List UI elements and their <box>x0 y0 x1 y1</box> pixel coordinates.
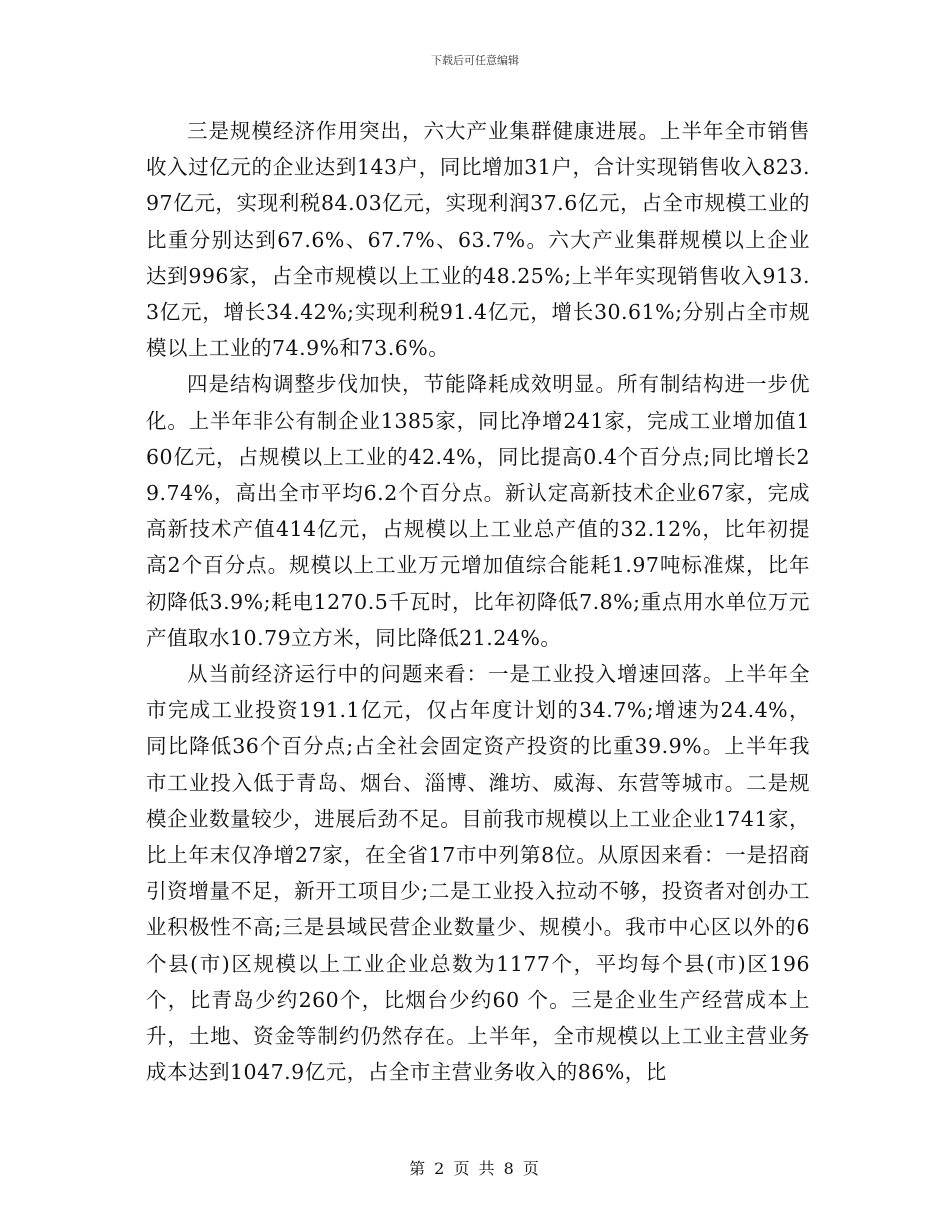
page-footer: 第 2 页 共 8 页 <box>409 1159 541 1178</box>
document-body <box>146 113 810 1090</box>
paragraph: 三是规模经济作用突出，六大产业集群健康进展。上半年全市销售收入过亿元的企业达到143户，同比增加31户，合计实现销售收入823.97亿元，实现利税84.03亿元，实现利润37.6亿元，占全市规模工业的比重分别达到67.6%、67.7%、63.7%。六大产业集群规模以上企业达到996家，占全市规模以上工业的48.25%;上半年实现销售收入913.3亿元，增长34.42%;实现利税91.4亿元，增长30.61%;分别占全市规模以上工业的74.9%和73.6%。 <box>146 119 810 361</box>
page-header: 下载后可任意编辑 <box>431 54 519 67</box>
paragraph: 从当前经济运行中的问题来看：一是工业投入增速回落。上半年全市完成工业投资191.1亿元，仅占年度计划的34.7%;增速为24.4%，同比降低36个百分点;占全社会固定资产投资的比重39.9%。上半年我市工业投入低于青岛、烟台、淄博、潍坊、威海、东营等城市。二是规模企业数量较少，进展后劲不足。目前我市规模以上工业企业1741家，比上年末仅净增27家，在全省17市中列第8位。从原因来看：一是招商引资增量不足，新开工项目少;二是工业投入拉动不够，投资者对创办工业积极性不高;三是县域民营企业数量少、规模小。我市中心区以外的6个县(市)区规模以上工业企业总数为1177个，平均每个县(市)区196个，比青岛少约260个，比烟台少约60 个。三是企业生产经营成本上升，土地、资金等制约仍然存在。上半年，全市规模以上工业主营业务成本达到1047.9亿元，占全市主营业务收入的86%，比 <box>146 662 810 1085</box>
paragraph: 四是结构调整步伐加快，节能降耗成效明显。所有制结构进一步优化。上半年非公有制企业1385家，同比净增241家，完成工业增加值160亿元，占规模以上工业的42.4%，同比提高0.4个百分点;同比增长29.74%，高出全市平均6.2个百分点。新认定高新技术企业67家，完成高新技术产值414亿元，占规模以上工业总产值的32.12%，比年初提高2个百分点。规模以上工业万元增加值综合能耗1.97吨标准煤，比年初降低3.9%;耗电1270.5千瓦时，比年初降低7.8%;重点用水单位万元产值取水10.79立方米，同比降低21.24%。 <box>146 372 810 650</box>
